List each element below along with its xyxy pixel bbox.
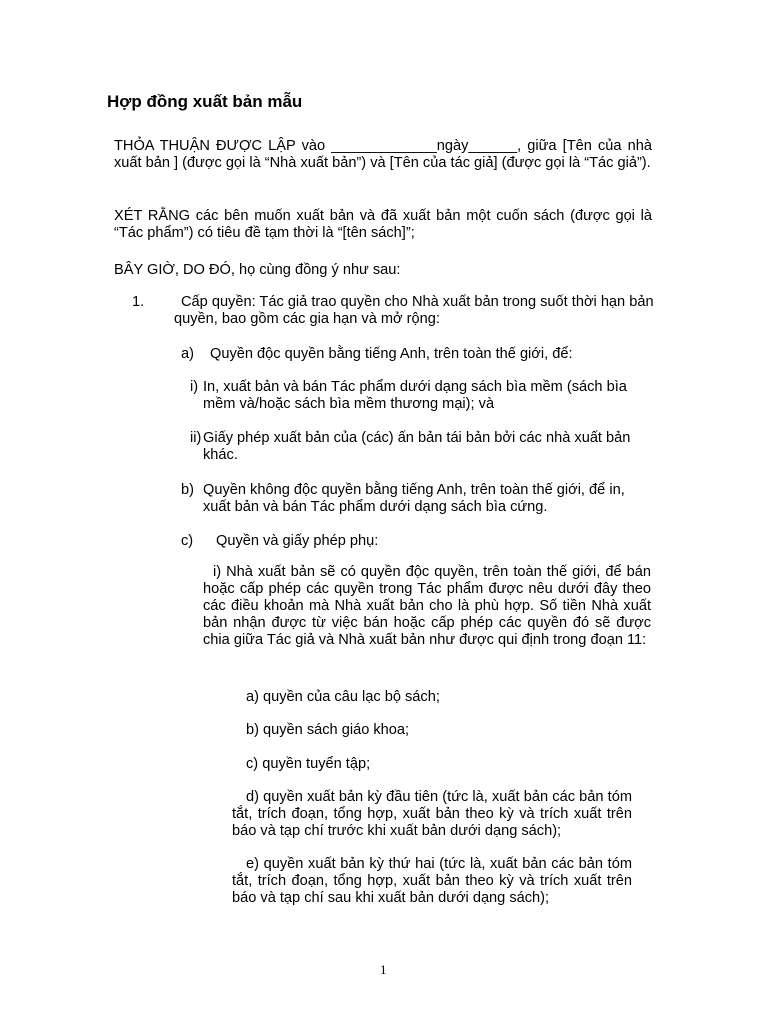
- clause-1-number: 1.: [132, 294, 145, 310]
- sub-a-ii-text: Giấy phép xuất bản của (các) ấn bản tái bản bởi các nhà xuất bản khác.: [203, 430, 631, 463]
- intro-paragraph: THỎA THUẬN ĐƯỢC LẬP vào _____________ngày______, giữa [Tên của nhà xuất bản ] (được gọi là “Nhà xuất bản”) và [Tên của tác giả] (được gọi là “Tác giả”).: [114, 138, 652, 171]
- sub-b-letter: b): [181, 482, 194, 498]
- rights-list-item: e) quyền xuất bản kỳ thứ hai (tức là, xuất bản các bản tóm tắt, trích đoạn, tổng hợp, xuất bản theo kỳ và trích xuất trên báo và tạp chí sau khi xuất bản dưới dạng sách);: [232, 856, 632, 906]
- sub-c-letter: c): [181, 533, 194, 549]
- sub-b-text: Quyền không độc quyền bằng tiếng Anh, trên toàn thế giới, để in, xuất bản và bán Tác phẩm dưới dạng sách bìa cứng.: [203, 482, 625, 515]
- clause-1-text: Cấp quyền: Tác giả trao quyền cho Nhà xuất bản trong suốt thời hạn bản quyền, bao gồm các gia hạn và mở rộng:: [174, 294, 654, 327]
- whereas-paragraph: XÉT RẰNG các bên muốn xuất bản và đã xuất bản một cuốn sách (được gọi là “Tác phẩm”) có tiêu đề tạm thời là “[tên sách]”;: [114, 208, 652, 241]
- sub-c-i-paragraph: i) Nhà xuất bản sẽ có quyền độc quyền, trên toàn thế giới, để bán hoặc cấp phép các quyền trong Tác phẩm được nêu dưới đây theo các điều khoản mà Nhà xuất bản cho là phù hợp. Số tiền Nhà xuất bản nhận được từ việc bán hoặc cấp phép các quyền đó sẽ được chia giữa Tác giả và Nhà xuất bản như được qui định trong đoạn 11:: [203, 564, 651, 648]
- sub-a-i-text: In, xuất bản và bán Tác phẩm dưới dạng sách bìa mềm (sách bìa mềm và/hoặc sách bìa mềm thương mại); và: [203, 379, 627, 412]
- sub-c-text: Quyền và giấy phép phụ:: [216, 533, 379, 549]
- rights-list-item: c) quyền tuyển tập;: [246, 756, 371, 772]
- rights-list-item: a) quyền của câu lạc bộ sách;: [246, 689, 440, 705]
- sub-a-text: Quyền độc quyền bằng tiếng Anh, trên toàn thế giới, để:: [210, 346, 573, 362]
- rights-list-item: d) quyền xuất bản kỳ đầu tiên (tức là, xuất bản các bản tóm tắt, trích đoạn, tổng hợp, xuất bản theo kỳ và trích xuất trên báo và tạp chí trước khi xuất bản dưới dạng sách);: [232, 789, 632, 839]
- sub-a-ii-label: ii): [190, 430, 202, 446]
- document-title: Hợp đồng xuất bản mẫu: [107, 92, 303, 111]
- page-number: 1: [380, 962, 387, 977]
- rights-list-item: b) quyền sách giáo khoa;: [246, 722, 410, 738]
- sub-a-letter: a): [181, 346, 194, 362]
- agreement-paragraph: BÂY GIỜ, DO ĐÓ, họ cùng đồng ý như sau:: [114, 262, 401, 278]
- sub-a-i-label: i): [190, 379, 199, 395]
